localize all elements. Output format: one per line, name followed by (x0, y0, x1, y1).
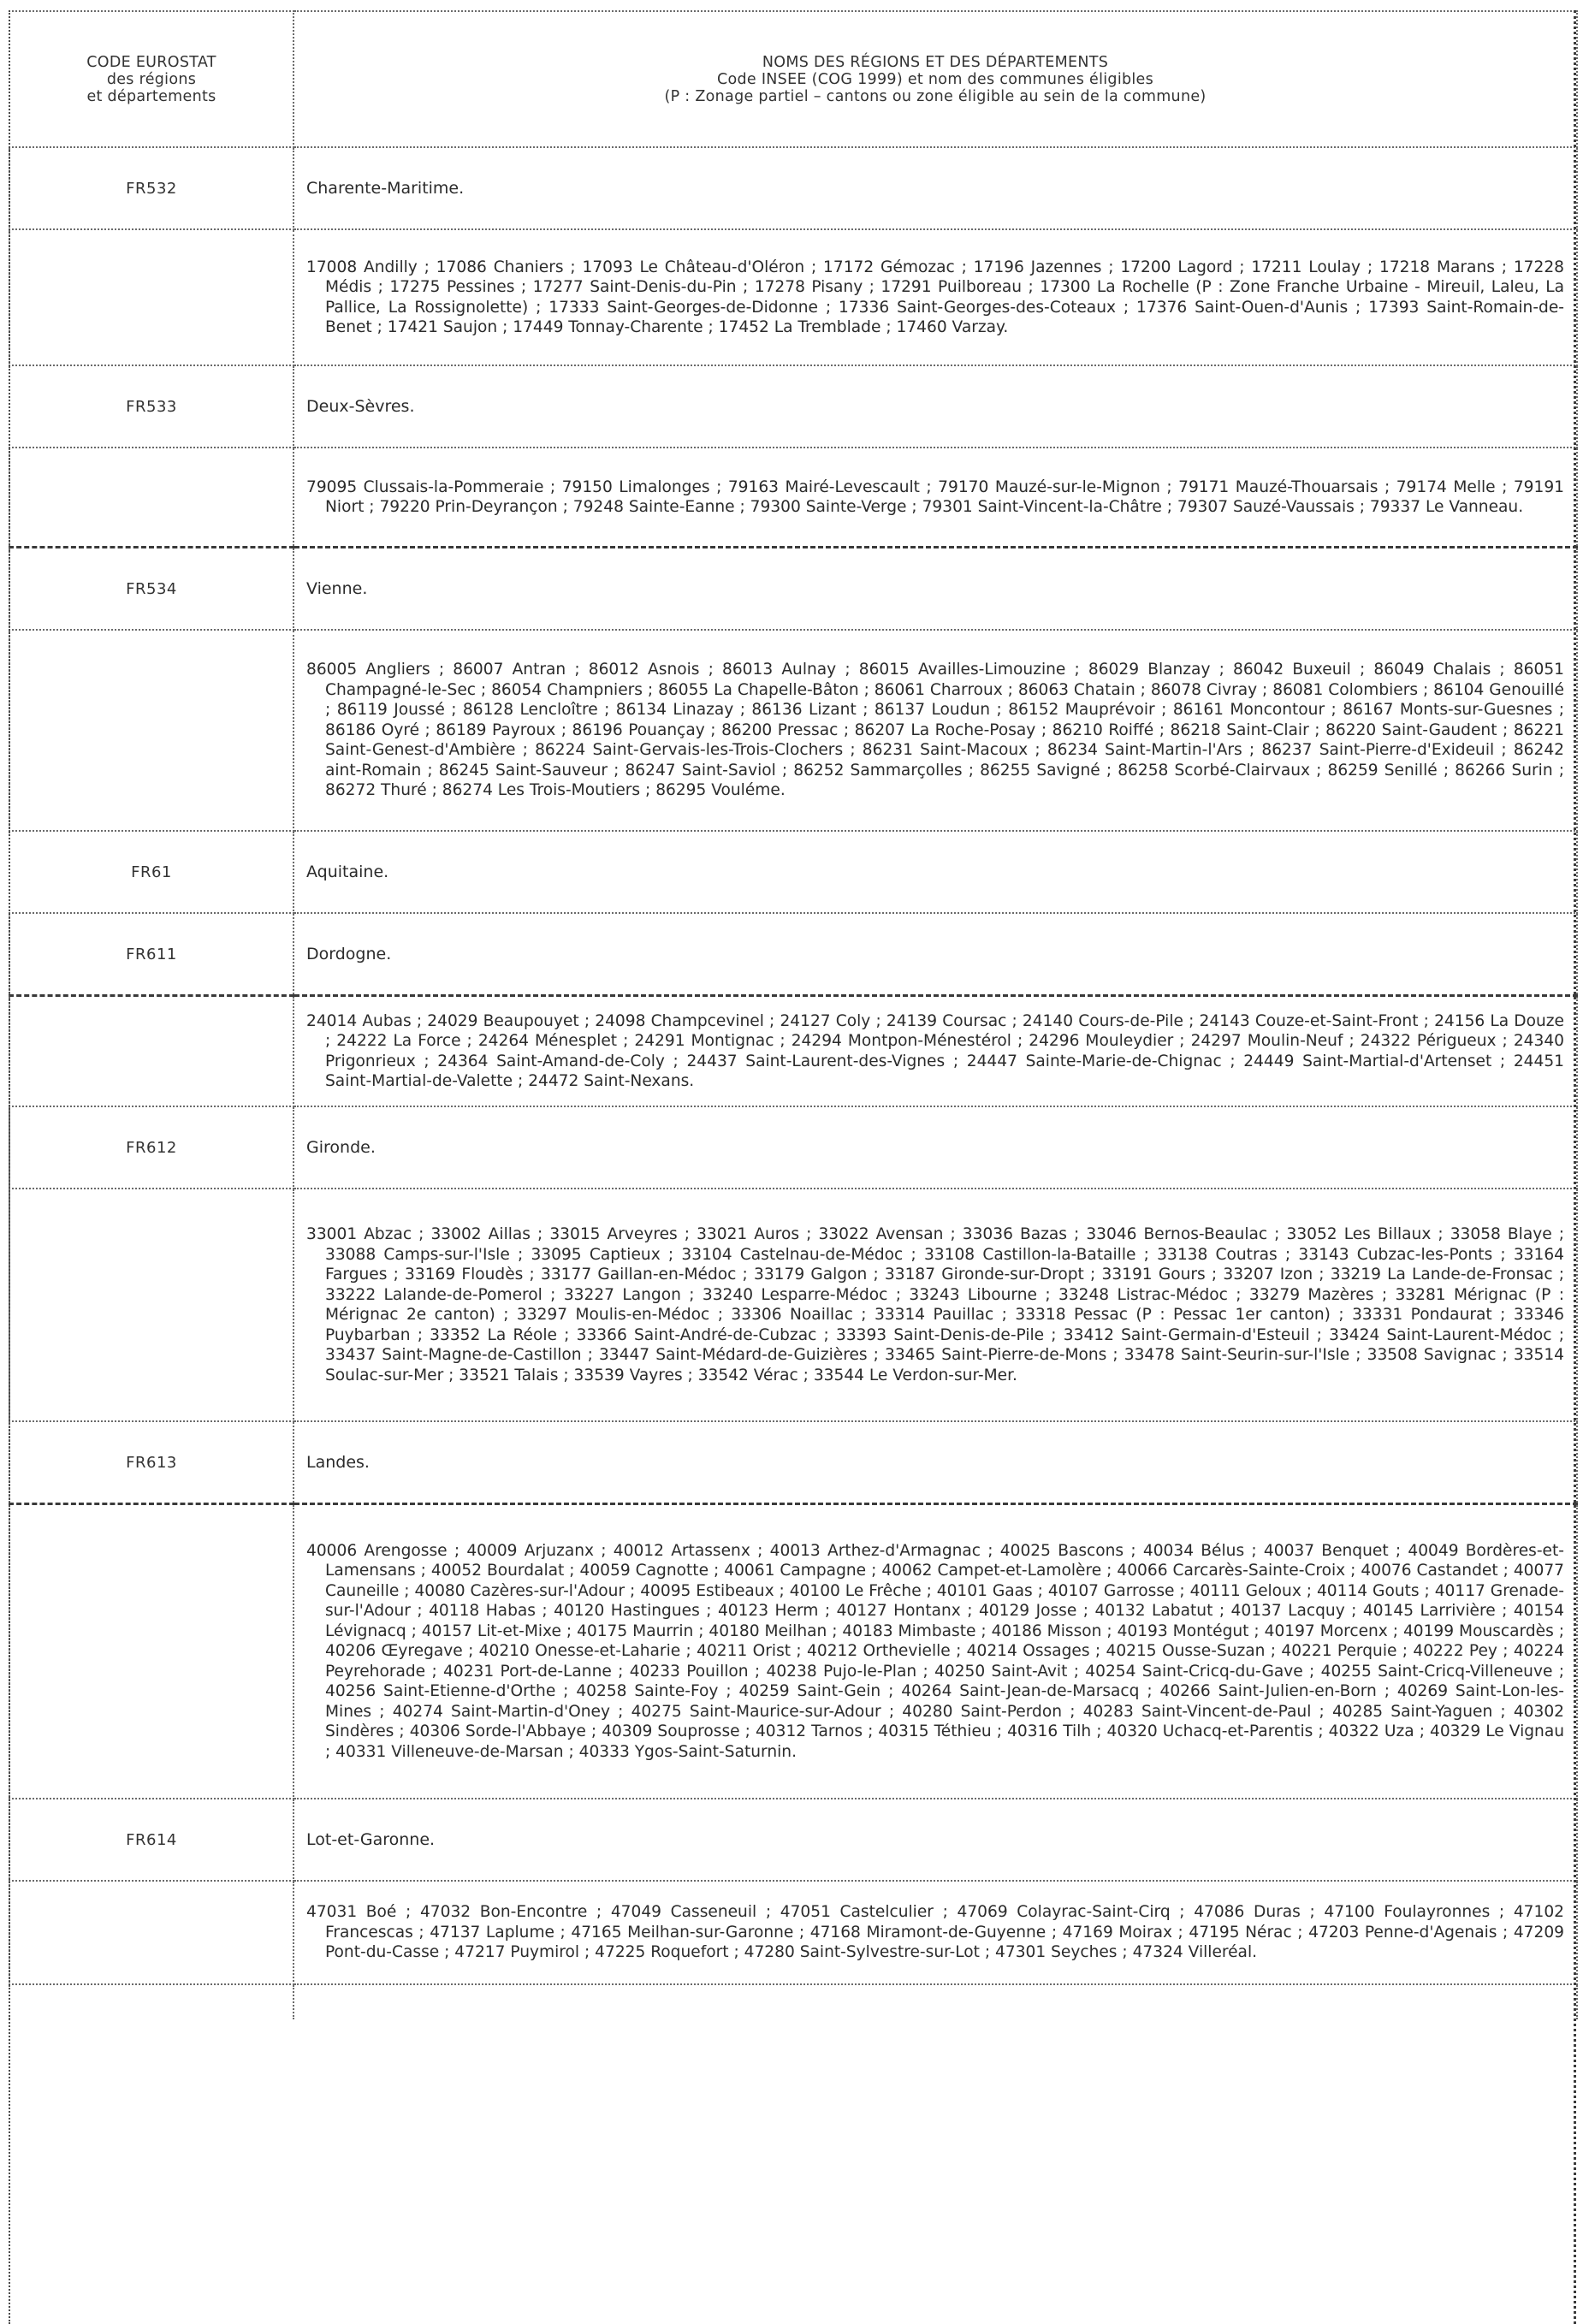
communes-row (9, 229, 1577, 365)
empty-code-cell (9, 1504, 293, 1799)
communes-row (9, 1881, 1577, 1984)
communes-text: 79095 Clussais-la-Pommeraie ; 79150 Limalonges ; 79163 Mairé-Levescault ; 79170 Mauzé-sur-le-Mignon ; 79171 Mauzé-Thouarsais ; 79174 Melle ; 79191 Niort ; 79220 Prin-Deyrançon ; 79248 Sainte-Eanne ; 79300 Sainte-Verge ; 79301 Saint-Vincent-la-Châtre ; 79307 Sauzé-Vaussais ; 79337 Le Vanneau. (306, 477, 1564, 516)
eurostat-code: FR534 (9, 548, 293, 631)
region-row (9, 1106, 1577, 1189)
communes-text: 33001 Abzac ; 33002 Aillas ; 33015 Arveyres ; 33021 Auros ; 33022 Avensan ; 33036 Bazas ; 33046 Bernos-Beaulac ; 33052 Les Billaux ; 33058 Blaye ; 33088 Camps-sur-l'Isle ; 33095 Captieux ; 33104 Castelnau-de-Médoc ; 33108 Castillon-la-Bataille ; 33138 Coutras ; 33143 Cubzac-les-Ponts ; 33164 Fargues ; 33169 Floudès ; 33177 Gaillan-en-Médoc ; 33179 Galgon ; 33187 Gironde-sur-Dropt ; 33191 Gours ; 33207 Izon ; 33219 La Lande-de-Fronsac ; 33222 Lalande-de-Pomerol ; 33227 Langon ; 33240 Lesparre-Médoc ; 33243 Libourne ; 33248 Listrac-Médoc ; 33279 Mazères ; 33281 Mérignac (P : Mérignac 2e canton) ; 33297 Moulis-en-Médoc ; 33306 Noaillac ; 33314 Pauillac ; 33318 Pessac (P : Pessac 1er canton) ; 33331 Pondaurat ; 33346 Puybarban ; 33352 La Réole ; 33366 Saint-André-de-Cubzac ; 33393 Saint-Denis-de-Pile ; 33412 Saint-Germain-d'Esteuil ; 33424 Saint-Laurent-Médoc ; 33437 Saint-Magne-de-Castillon ; 33447 Saint-Médard-de-Guizières ; 33465 Saint-Pierre-de-Mons ; 33478 Saint-Seurin-sur-l'Isle ; 33508 Savignac ; 33514 Soulac-sur-Mer ; 33521 Talais ; 33539 Vayres ; 33542 Vérac ; 33544 Le Verdon-sur-Mer. (306, 1225, 1564, 1384)
region-row (9, 1799, 1577, 1881)
header-region-names-text: NOMS DES RÉGIONS ET DES DÉPARTEMENTS Code INSEE (COG 1999) et nom des communes éligibles (P : Zonage partiel – cantons ou zone éligible au sein de la commune) (664, 53, 1207, 105)
eurostat-code: FR61 (9, 831, 293, 913)
region-name: Landes. (293, 1421, 1577, 1504)
communes-list (293, 448, 1577, 548)
region-name: Lot-et-Garonne. (293, 1799, 1577, 1881)
empty-code-cell (9, 1189, 293, 1421)
region-row (9, 365, 1577, 448)
empty-code-cell (9, 448, 293, 548)
communes-row (9, 996, 1577, 1107)
eurostat-code: FR532 (9, 147, 293, 229)
communes-list (293, 1504, 1577, 1799)
communes-list (293, 996, 1577, 1107)
eurostat-code: FR612 (9, 1106, 293, 1189)
region-name: Deux-Sèvres. (293, 365, 1577, 448)
continuation-cell-names (293, 1984, 1577, 2019)
communes-row (9, 448, 1577, 548)
empty-code-cell (9, 996, 293, 1107)
communes-list (293, 229, 1577, 365)
region-row (9, 913, 1577, 996)
header-code-eurostat-text: CODE EUROSTAT des régions et départements (86, 53, 216, 105)
table-header-row (9, 11, 1577, 147)
eurostat-code: FR611 (9, 913, 293, 996)
document-page (9, 10, 1576, 2019)
region-row (9, 1421, 1577, 1504)
region-name: Charente-Maritime. (293, 147, 1577, 229)
header-region-names (293, 11, 1577, 147)
communes-list (293, 630, 1577, 831)
region-row (9, 548, 1577, 631)
empty-code-cell (9, 229, 293, 365)
region-row (9, 831, 1577, 913)
communes-text: 17008 Andilly ; 17086 Chaniers ; 17093 Le Château-d'Oléron ; 17172 Gémozac ; 17196 Jazennes ; 17200 Lagord ; 17211 Loulay ; 17218 Marans ; 17228 Médis ; 17275 Pessines ; 17277 Saint-Denis-du-Pin ; 17278 Pisany ; 17291 Puilboreau ; 17300 La Rochelle (P : Zone Franche Urbaine - Mireuil, Laleu, La Pallice, La Rossignolette) ; 17333 Saint-Georges-de-Didonne ; 17336 Saint-Georges-des-Coteaux ; 17376 Saint-Ouen-d'Aunis ; 17393 Saint-Romain-de-Benet ; 17421 Saujon ; 17449 Tonnay-Charente ; 17452 La Tremblade ; 17460 Varzay. (306, 258, 1564, 336)
region-name: Dordogne. (293, 913, 1577, 996)
eurostat-code: FR613 (9, 1421, 293, 1504)
region-row (9, 147, 1577, 229)
communes-list (293, 1881, 1577, 1984)
communes-list (293, 1189, 1577, 1421)
region-name: Gironde. (293, 1106, 1577, 1189)
header-code-eurostat (9, 11, 293, 147)
regions-table (9, 10, 1578, 2019)
communes-text: 86005 Angliers ; 86007 Antran ; 86012 Asnois ; 86013 Aulnay ; 86015 Availles-Limouzine ; 86029 Blanzay ; 86042 Buxeuil ; 86049 Chalais ; 86051 Champagné-le-Sec ; 86054 Champniers ; 86055 La Chapelle-Bâton ; 86061 Charroux ; 86063 Chatain ; 86078 Civray ; 86081 Colombiers ; 86104 Genouillé ; 86119 Joussé ; 86128 Lencloître ; 86134 Linazay ; 86136 Lizant ; 86137 Loudun ; 86152 Mauprévoir ; 86161 Moncontour ; 86167 Monts-sur-Guesnes ; 86186 Oyré ; 86189 Payroux ; 86196 Pouançay ; 86200 Pressac ; 86207 La Roche-Posay ; 86210 Roiffé ; 86218 Saint-Clair ; 86220 Saint-Gaudent ; 86221 Saint-Genest-d'Ambière ; 86224 Saint-Gervais-les-Trois-Clochers ; 86231 Saint-Macoux ; 86234 Saint-Martin-l'Ars ; 86237 Saint-Pierre-d'Exideuil ; 86242 aint-Romain ; 86245 Saint-Sauveur ; 86247 Saint-Saviol ; 86252 Sammarçolles ; 86255 Savigné ; 86258 Scorbé-Clairvaux ; 86259 Senillé ; 86266 Surin ; 86272 Thuré ; 86274 Les Trois-Moutiers ; 86295 Vouléme. (306, 661, 1564, 800)
continuation-row (9, 1984, 1577, 2019)
eurostat-code: FR533 (9, 365, 293, 448)
communes-row (9, 1504, 1577, 1799)
region-name: Aquitaine. (293, 831, 1577, 913)
empty-code-cell (9, 1881, 293, 1984)
communes-text: 40006 Arengosse ; 40009 Arjuzanx ; 40012 Artassenx ; 40013 Arthez-d'Armagnac ; 40025 Bascons ; 40034 Bélus ; 40037 Benquet ; 40049 Bordères-et-Lamensans ; 40052 Bourdalat ; 40059 Cagnotte ; 40061 Campagne ; 40062 Campet-et-Lamolère ; 40066 Carcarès-Sainte-Croix ; 40076 Castandet ; 40077 Cauneille ; 40080 Cazères-sur-l'Adour ; 40095 Estibeaux ; 40100 Le Frêche ; 40101 Gaas ; 40107 Garrosse ; 40111 Geloux ; 40114 Gouts ; 40117 Grenade-sur-l'Adour ; 40118 Habas ; 40120 Hastingues ; 40123 Herm ; 40127 Hontanx ; 40129 Josse ; 40132 Labatut ; 40137 Lacquy ; 40145 Larrivière ; 40154 Lévignacq ; 40157 Lit-et-Mixe ; 40175 Maurrin ; 40180 Meilhan ; 40183 Mimbaste ; 40186 Misson ; 40193 Montégut ; 40197 Morcenx ; 40199 Mouscardès ; 40206 Œyregave ; 40210 Onesse-et-Laharie ; 40211 Orist ; 40212 Orthevielle ; 40214 Ossages ; 40215 Ousse-Suzan ; 40221 Perquie ; 40222 Pey ; 40224 Peyrehorade ; 40231 Port-de-Lanne ; 40233 Pouillon ; 40238 Pujo-le-Plan ; 40250 Saint-Avit ; 40254 Saint-Cricq-du-Gave ; 40255 Saint-Cricq-Villeneuve ; 40256 Saint-Etienne-d'Orthe ; 40258 Sainte-Foy ; 40259 Saint-Gein ; 40264 Saint-Jean-de-Marsacq ; 40266 Saint-Julien-en-Born ; 40269 Saint-Lon-les-Mines ; 40274 Saint-Martin-d'Oney ; 40275 Saint-Maurice-sur-Adour ; 40280 Saint-Perdon ; 40283 Saint-Vincent-de-Paul ; 40285 Saint-Yaguen ; 40302 Sindères ; 40306 Sorde-l'Abbaye ; 40309 Souprosse ; 40312 Tarnos ; 40315 Téthieu ; 40316 Tilh ; 40320 Uchacq-et-Parentis ; 40322 Uza ; 40329 Le Vignau ; 40331 Villeneuve-de-Marsan ; 40333 Ygos-Saint-Saturnin. (306, 1541, 1564, 1761)
communes-text: 47031 Boé ; 47032 Bon-Encontre ; 47049 Casseneuil ; 47051 Castelculier ; 47069 Colayrac-Saint-Cirq ; 47086 Duras ; 47100 Foulayronnes ; 47102 Francescas ; 47137 Laplume ; 47165 Meilhan-sur-Garonne ; 47168 Miramont-de-Guyenne ; 47169 Moirax ; 47195 Nérac ; 47203 Penne-d'Agenais ; 47209 Pont-du-Casse ; 47217 Puymirol ; 47225 Roquefort ; 47280 Saint-Sylvestre-sur-Lot ; 47301 Seyches ; 47324 Villeréal. (306, 1903, 1564, 1962)
region-name: Vienne. (293, 548, 1577, 631)
communes-text: 24014 Aubas ; 24029 Beaupouyet ; 24098 Champcevinel ; 24127 Coly ; 24139 Coursac ; 24140 Cours-de-Pile ; 24143 Couze-et-Saint-Front ; 24156 La Douze ; 24222 La Force ; 24264 Ménesplet ; 24291 Montignac ; 24294 Montpon-Ménestérol ; 24296 Mouleydier ; 24297 Moulin-Neuf ; 24322 Périgueux ; 24340 Prigonrieux ; 24364 Saint-Amand-de-Coly ; 24437 Saint-Laurent-des-Vignes ; 24447 Sainte-Marie-de-Chignac ; 24449 Saint-Martial-d'Artenset ; 24451 Saint-Martial-de-Valette ; 24472 Saint-Nexans. (306, 1011, 1564, 1090)
continuation-cell-code (9, 1984, 293, 2019)
communes-row (9, 630, 1577, 831)
eurostat-code: FR614 (9, 1799, 293, 1881)
empty-code-cell (9, 630, 293, 831)
communes-row (9, 1189, 1577, 1421)
